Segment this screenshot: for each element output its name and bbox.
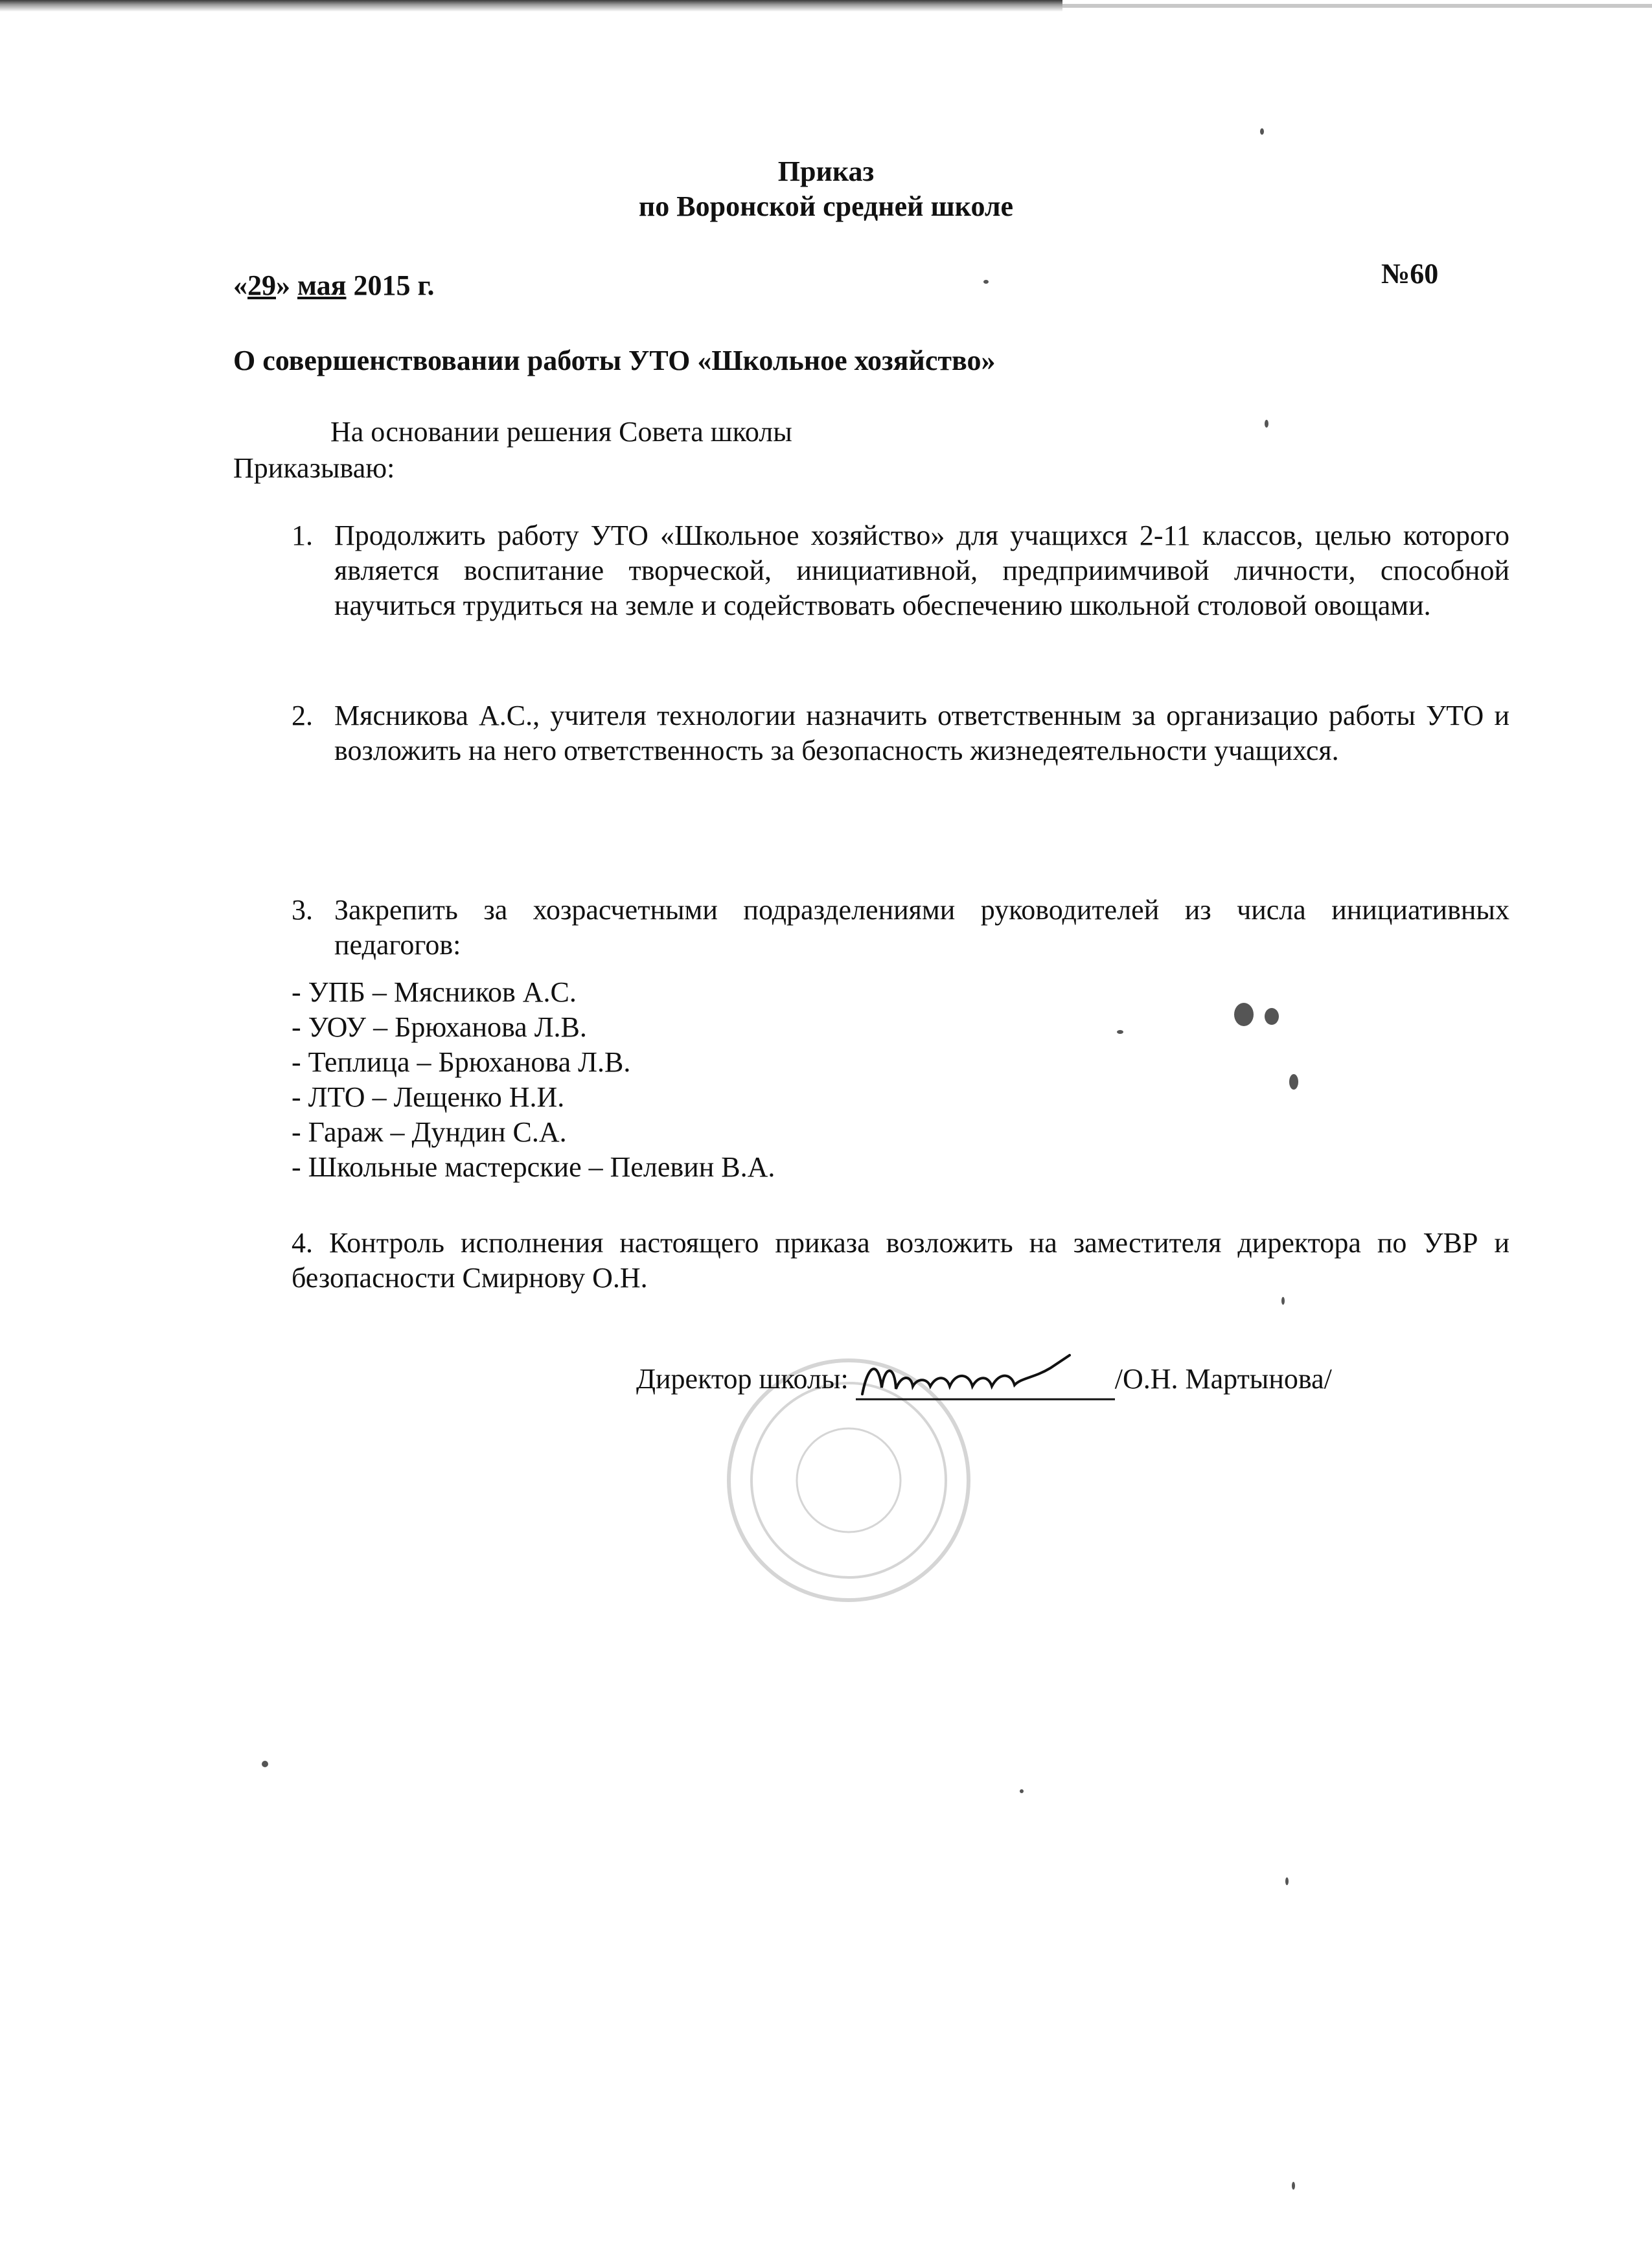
date-day: 29 — [247, 269, 276, 301]
order-number: №60 — [1381, 258, 1439, 290]
assignment-item: - Гараж – Дундин С.А. — [292, 1116, 567, 1148]
signature-line — [856, 1362, 1115, 1397]
order-subject: О совершенствовании работы УТО «Школьное хозяйство» — [233, 345, 996, 376]
assignment-item: - ЛТО – Лещенко Н.И. — [292, 1081, 565, 1113]
item-number: 2. — [292, 700, 313, 731]
assignment-list — [292, 975, 775, 1185]
date-open-quote: « — [233, 269, 247, 301]
order-item-4: 4. Контроль исполнения настоящего приказа возложить на заместителя директора по УВР и безопасности Смирнову О.Н. — [292, 1227, 1509, 1294]
scan-speck — [1117, 1030, 1123, 1034]
signature-label: Директор школы: — [636, 1363, 849, 1395]
order-date — [233, 268, 435, 303]
scan-speck — [1265, 1008, 1279, 1025]
assignment-item: - УОУ – Брюханова Л.В. — [292, 1011, 587, 1043]
document-subtitle: по Воронской средней школе — [638, 190, 1014, 222]
assignment-item: - УПБ – Мясников А.С. — [292, 976, 577, 1008]
assignment-item: - Школьные мастерские – Пелевин В.А. — [292, 1151, 775, 1183]
date-year: 2015 г. — [353, 269, 435, 301]
signature-name: /О.Н. Мартынова/ — [1114, 1363, 1332, 1395]
scan-speck — [1285, 1877, 1289, 1885]
scan-speck — [1292, 2182, 1295, 2190]
document-title: Приказ — [777, 155, 875, 187]
order-word: Приказываю: — [233, 452, 395, 484]
item-number: 1. — [292, 520, 313, 551]
handwritten-signature — [856, 1349, 1115, 1407]
scan-speck — [1289, 1074, 1298, 1090]
order-item-3 — [292, 893, 1509, 963]
order-item-1 — [292, 518, 1509, 623]
scan-speck — [1281, 1297, 1285, 1305]
scan-speck — [262, 1761, 268, 1767]
scan-speck — [983, 280, 989, 284]
assignment-item: - Теплица – Брюханова Л.В. — [292, 1046, 631, 1078]
item-text: Закрепить за хозрасчетными подразделениями руководителей из числа инициативных педагогов: — [334, 894, 1509, 961]
signature-block — [636, 1362, 1332, 1397]
scan-speck — [1260, 128, 1264, 135]
date-month: мая — [297, 269, 347, 301]
scan-speck — [1234, 1003, 1254, 1026]
item-text: Мясникова А.С., учителя технологии назначить ответственным за организацио работы УТО и возложить на него ответственность за безопасность жизнедеятельности учащихся. — [334, 700, 1509, 766]
order-basis: На основании решения Совета школы — [330, 416, 792, 448]
date-close-quote: » — [276, 269, 290, 301]
order-item-2 — [292, 698, 1509, 768]
scan-speck — [1020, 1789, 1024, 1793]
scan-speck — [1265, 420, 1268, 428]
item-number: 3. — [292, 894, 313, 926]
item-text: Продолжить работу УТО «Школьное хозяйство» для учащихся 2-11 классов, целью которого является воспитание творческой, инициативной, предприимчивой личности, способной научиться трудиться на земле и содействовать обеспечению школьной столовой овощами. — [334, 520, 1509, 621]
